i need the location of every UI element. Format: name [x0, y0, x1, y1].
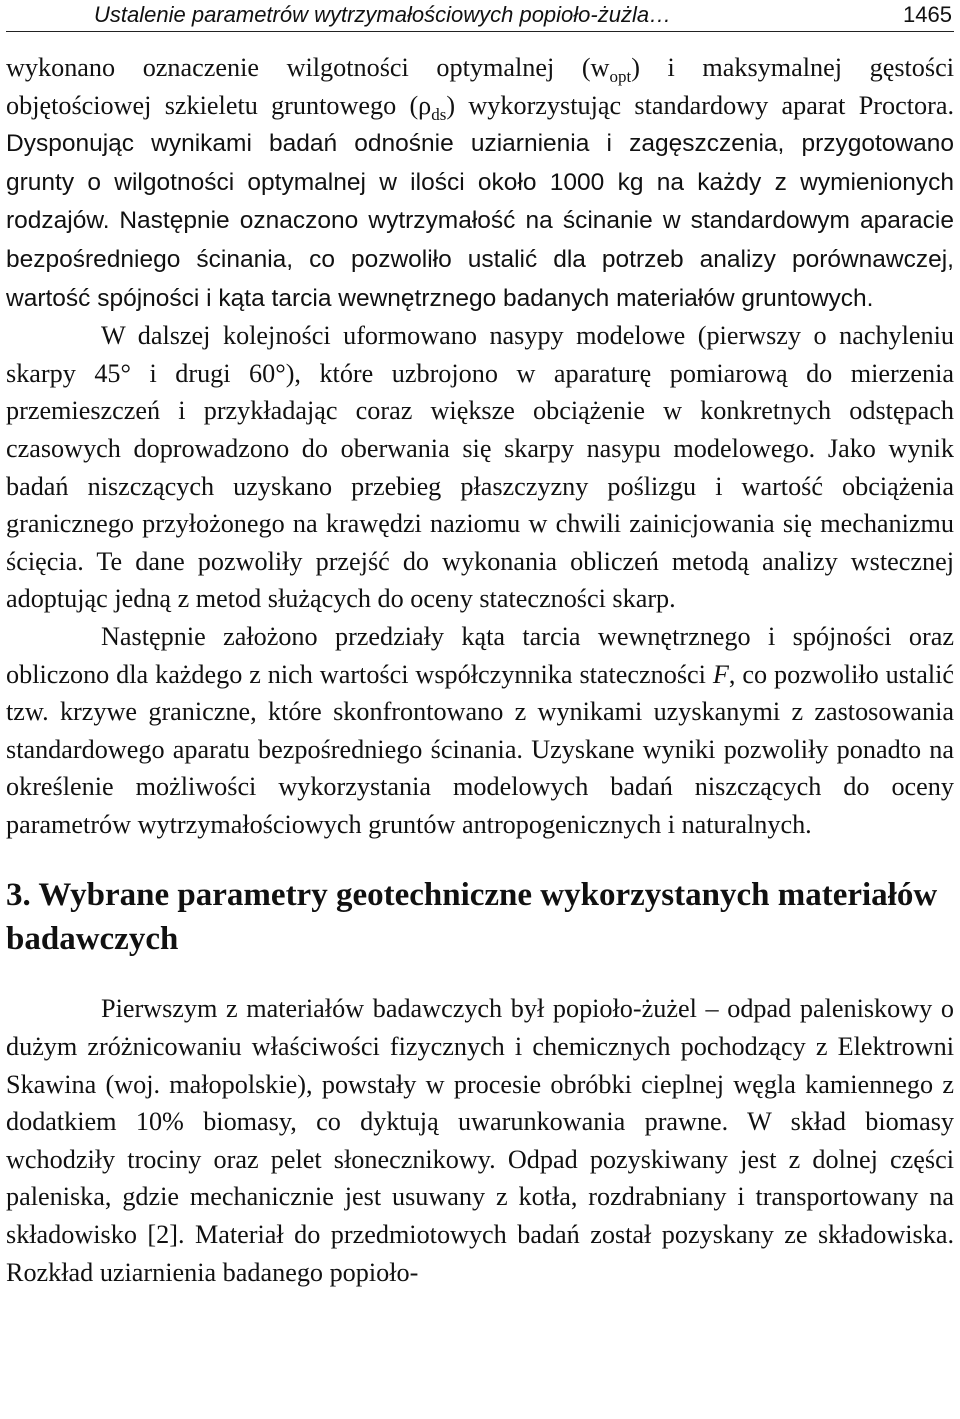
paragraph-text: Następnie założono przedziały kąta tarcia wewnętrznego i spójności oraz obliczono dla każdego z nich wartości współczynnika stateczności — [6, 621, 954, 689]
section-heading: 3. Wybrane parametry geotechniczne wykorzystanych materiałów badawczych — [6, 877, 938, 958]
paragraph-materials: Pierwszym z materiałów badawczych był popioło-żużel – odpad paleniskowy o dużym zróżnicowaniu właściwości fizycznych i chemicznych pochodzący z Elektrowni Skawina (woj. małopolskie), powstały w procesie obróbki cieplnej węgla kamiennego z dodatkiem 10% biomasy, co dyktują uwarunkowania prawne. W skład biomasy wchodziły trociny oraz pelet słonecznikowy. Odpad pozyskiwany jest z dolnej części paleniska, gdzie mechanicznie jest usuwany z kotła, rozdrabniany i transportowany na składowisko [2]. Materiał do przedmiotowych badań został pozyskany ze składowiska. Rozkład uziarnienia badanego popioło- — [6, 994, 954, 1287]
paragraph-text: , co pozwoliło ustalić tzw. krzywe graniczne, które skonfrontowano z wynikami uzyskanymi z zastosowania standardowego aparatu bezpośredniego ścinania. Uzyskane wyniki pozwoliły ponadto na określenie możliwości wykorzystania modelowych badań niszczących do oceny parametrów wytrzymałościowych gruntów antropogenicznych i naturalnych. — [6, 659, 954, 839]
paragraph-text: Dysponując wynikami badań odnośnie uziarnienia i zagęszczenia, przygotowano grunty o wilgotności optymalnej w ilości około 1000 kg na każdy z wymienionych rodzajów. — [6, 130, 954, 235]
paragraph-text: ) i maksymalnej gęstości objętościowej szkieletu gruntowego (ρ — [6, 53, 954, 120]
paragraph-text: ) wykorzystując standardowy aparat Proctora. — [446, 90, 954, 120]
subscript-ds: ds — [431, 104, 447, 124]
paragraph-methods — [6, 49, 954, 317]
subscript-opt: opt — [609, 67, 632, 87]
document-page — [6, 0, 954, 1291]
paragraph-limit-curves — [6, 618, 954, 844]
running-header — [6, 0, 954, 32]
page-number: 1465 — [903, 2, 952, 27]
paragraph-model-embankments: W dalszej kolejności uformowano nasypy modelowe (pierwszy o nachyleniu skarpy 45° i drugi 60°), które uzbrojono w aparaturę pomiarową do mierzenia przemieszczeń i przykładając coraz większe obciążenie w konkretnych odstępach czasowych doprowadzono do oberwania się skarpy nasypu modelowego. Jako wynik badań niszczących uzyskano przebieg płaszczyzny poślizgu i wartość obciążenia granicznego przyłożonego na krawędzi naziomu w chwili zainicjowania się mechanizmu ścięcia. Te dane pozwoliły przejść do wykonania obliczeń metodą analizy wstecznej adoptując jedną z metod służących do oceny stateczności skarp. — [6, 321, 954, 614]
paragraph-text: Następnie oznaczono wytrzymałość na ścinanie w standardowym aparacie bezpośredniego ścinania, co pozwoliło ustalić dla potrzeb analizy porównawczej, wartość spójności i kąta tarcia wewnętrznego badanych materiałów gruntowych. — [6, 207, 955, 312]
running-header-title: Ustalenie parametrów wytrzymałościowych popioło-żużla… — [94, 2, 672, 27]
stability-factor-symbol: F — [712, 659, 729, 689]
paragraph-text: wykonano oznaczenie wilgotności optymalnej (w — [6, 53, 610, 82]
